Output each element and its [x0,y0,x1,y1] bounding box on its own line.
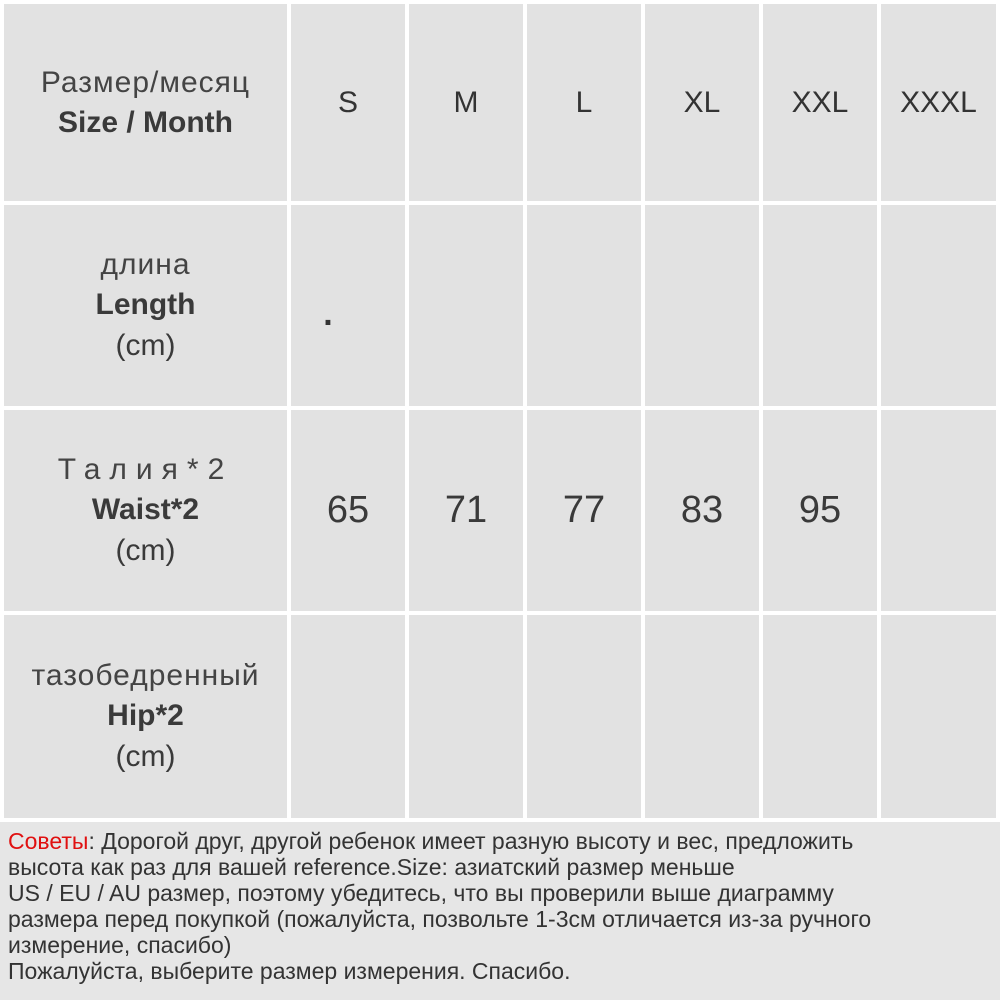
row-label-en: Hip*2 [107,698,184,732]
cell-value: 71 [444,489,488,531]
header-label-cell [0,0,291,205]
header-label-en: Size / Month [58,105,233,139]
table-cell [291,205,409,410]
cell-value: 65 [326,489,370,531]
size-header-l: L [575,85,593,119]
size-header-cell [763,0,881,205]
notes-line: измерение, спасибо) [8,932,232,958]
row-label-ru: длина [100,247,191,281]
size-header-cell [409,0,527,205]
header-label-ru: Размер/месяц [40,65,251,99]
table-cell [409,410,527,615]
tips-label: Советы [8,828,89,854]
row-label-length [0,205,291,410]
cell-value: 95 [798,489,842,531]
size-header-cell [291,0,409,205]
size-notes [0,822,1000,1000]
size-header-cell [645,0,763,205]
notes-line: высота как раз для вашей reference.Size: азиатский размер меньше [8,854,735,880]
table-cell [881,205,1000,410]
table-cell [763,615,881,822]
row-label-unit: (cm) [115,533,176,567]
notes-line: Пожалуйста, выберите размер измерения. Спасибо. [8,958,571,984]
cell-value: . [323,295,333,333]
row-label-hip [0,615,291,822]
notes-line: US / EU / AU размер, поэтому убедитесь, что вы проверили выше диаграмму [8,880,834,906]
size-header-m: M [453,85,479,119]
row-label-unit: (cm) [115,328,176,362]
row-label-en: Length [95,287,196,321]
table-cell [409,205,527,410]
row-label-ru: тазобедренный [31,658,260,692]
size-header-xl: XL [683,85,721,119]
table-cell [763,205,881,410]
table-cell [881,410,1000,615]
size-header-cell [881,0,1000,205]
size-header-cell [527,0,645,205]
table-cell [527,205,645,410]
row-label-ru: Талия*2 [57,452,234,486]
size-header-s: S [337,85,358,119]
row-label-waist [0,410,291,615]
table-cell [881,615,1000,822]
table-cell [527,615,645,822]
row-label-en: Waist*2 [91,492,200,526]
table-cell [527,410,645,615]
size-header-xxl: XXL [791,85,849,119]
size-header-xxxl: XXXL [900,85,977,119]
cell-value: 83 [680,489,724,531]
table-cell [645,205,763,410]
table-cell [645,615,763,822]
table-cell [291,410,409,615]
cell-value: 77 [562,489,606,531]
notes-text: : Дорогой друг, другой ребенок имеет разную высоту и вес, предложить [88,828,854,854]
notes-line: размера перед покупкой (пожалуйста, позвольте 1-3см отличается из-за ручного [8,906,872,932]
row-label-unit: (cm) [115,739,176,773]
table-cell [409,615,527,822]
table-cell [645,410,763,615]
table-cell [291,615,409,822]
notes-line [8,828,994,854]
table-cell [763,410,881,615]
